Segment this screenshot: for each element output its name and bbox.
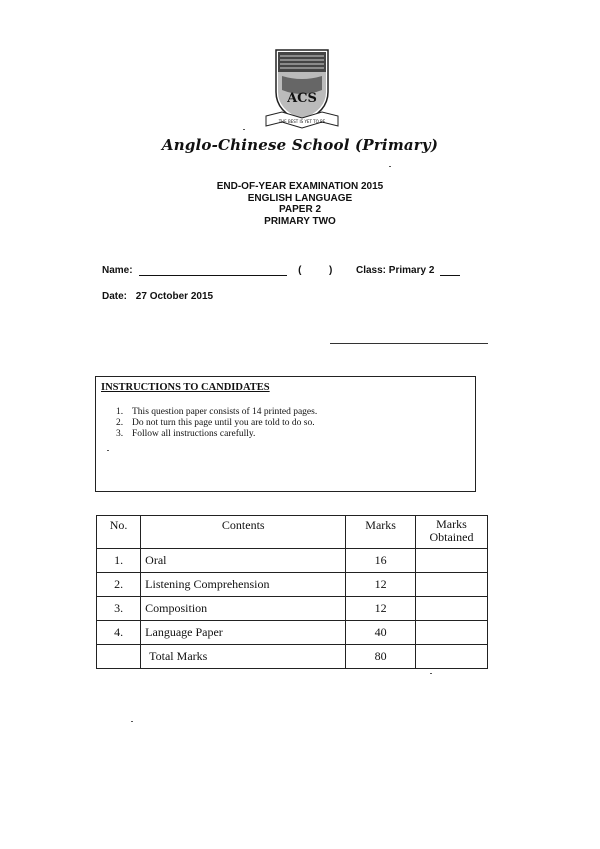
header-no: No. (97, 516, 141, 549)
total-no-cell (97, 645, 141, 669)
scan-speck (389, 166, 391, 167)
instruction-item (116, 429, 317, 440)
name-row (102, 265, 502, 276)
table-header-row (97, 516, 488, 549)
class-field[interactable] (440, 265, 460, 276)
svg-text:ACS: ACS (287, 91, 317, 106)
date-value: 27 October 2015 (135, 291, 214, 302)
table-row (97, 549, 488, 573)
header-marks-obtained (415, 516, 487, 549)
scan-speck (107, 450, 109, 451)
row-marks: 12 (346, 573, 416, 597)
total-marks: 80 (346, 645, 416, 669)
instructions-list (116, 407, 317, 440)
table-total-row (97, 645, 488, 669)
instruction-text: Follow all instructions carefully. (132, 429, 256, 439)
exam-paper: PAPER 2 (278, 204, 322, 215)
row-marks: 12 (346, 597, 416, 621)
instruction-number: 3. (116, 429, 124, 439)
index-paren-open: ( (298, 265, 302, 276)
instruction-item (116, 407, 317, 418)
instructions-box (95, 376, 476, 492)
row-no: 3. (97, 597, 141, 621)
instructions-title: INSTRUCTIONS TO CANDIDATES (101, 382, 270, 393)
row-contents: Language Paper (141, 621, 346, 645)
svg-text:THE BEST IS YET TO BE: THE BEST IS YET TO BE (278, 119, 326, 124)
header-marks: Marks (346, 516, 416, 549)
scan-speck (430, 673, 432, 674)
total-label: Total Marks (141, 645, 346, 669)
row-contents: Listening Comprehension (141, 573, 346, 597)
row-no: 1. (97, 549, 141, 573)
row-no: 2. (97, 573, 141, 597)
row-contents: Composition (141, 597, 346, 621)
table-row (97, 621, 488, 645)
date-label: Date: (102, 291, 128, 302)
header-obtained-line2: Obtained (429, 530, 474, 544)
header-obtained-line1: Marks (436, 517, 467, 531)
instruction-text: This question paper consists of 14 printed pages. (132, 407, 318, 417)
instruction-text: Do not turn this page until you are told to do so. (132, 418, 315, 428)
row-contents: Oral (141, 549, 346, 573)
scan-speck (243, 129, 245, 130)
exam-subject: ENGLISH LANGUAGE (247, 192, 353, 204)
exam-level: PRIMARY TWO (264, 215, 336, 227)
class-group (356, 265, 460, 276)
marks-table (96, 515, 488, 669)
name-label: Name: (102, 265, 133, 276)
instruction-number: 2. (116, 418, 124, 428)
total-marks-obtained[interactable] (415, 645, 487, 669)
row-marks-obtained[interactable] (415, 573, 487, 597)
row-marks-obtained[interactable] (415, 597, 487, 621)
signature-line (330, 343, 488, 344)
school-name: Anglo-Chinese School (Primary) (161, 136, 439, 154)
date-row (102, 291, 213, 302)
table-row (97, 597, 488, 621)
name-field[interactable] (139, 265, 287, 276)
row-marks: 16 (346, 549, 416, 573)
row-marks-obtained[interactable] (415, 621, 487, 645)
row-marks-obtained[interactable] (415, 549, 487, 573)
index-paren-close: ) (329, 265, 333, 276)
scan-speck (131, 721, 133, 722)
row-marks: 40 (346, 621, 416, 645)
class-label: Class: Primary 2 (356, 265, 435, 276)
exam-title: END-OF-YEAR EXAMINATION 2015 (216, 181, 384, 192)
table-row (97, 573, 488, 597)
instruction-number: 1. (116, 407, 124, 417)
school-crest-icon (262, 46, 342, 132)
exam-heading (0, 181, 600, 227)
row-no: 4. (97, 621, 141, 645)
header-contents: Contents (141, 516, 346, 549)
instruction-item (116, 418, 317, 429)
